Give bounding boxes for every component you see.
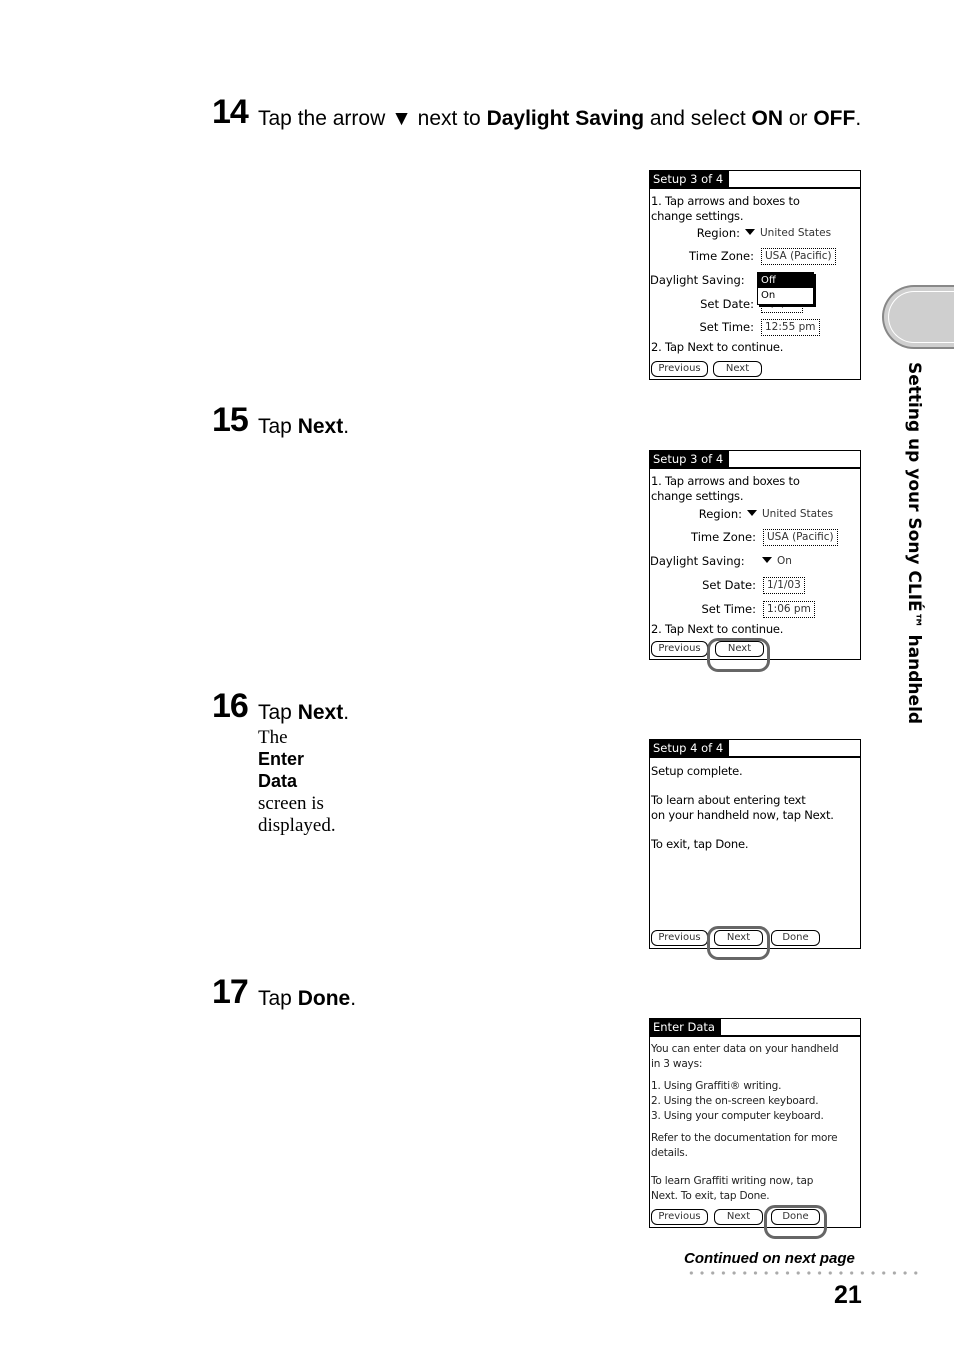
bold-text: Done [297,987,351,1010]
screen-title: Setup 3 of 4 [650,451,729,468]
done-button[interactable]: Done [771,1209,820,1225]
step-instruction [258,985,878,1012]
instruction-line: 2. Tap Next to continue. [651,622,784,636]
chapter-label [900,362,930,772]
set-time-box[interactable]: 12:55 pm [761,319,820,336]
screen-title: Setup 4 of 4 [650,740,729,757]
screenshot-setup-4-of-4 [649,739,861,949]
popup-option-on[interactable]: On [761,290,776,301]
text: Tap [258,415,298,438]
message-line: Next. To exit, tap Done. [651,1190,770,1202]
step-instruction [258,699,878,726]
instruction-line: 1. Tap arrows and boxes to [651,194,800,208]
daylight-saving-label: Daylight Saving: [650,273,745,287]
region-value: United States [760,227,832,239]
time-zone-label: Time Zone: [691,530,756,544]
screenshot-setup-3-of-4-popup [649,170,861,380]
set-time-label: Set Time: [699,320,754,334]
bold-text: Enter Data [258,749,305,791]
message-line: You can enter data on your handheld [651,1043,839,1055]
set-date-label: Set Date: [700,297,754,311]
done-button[interactable]: Done [771,930,820,946]
daylight-saving-picker[interactable] [762,555,792,567]
region-value: United States [762,508,834,520]
region-label: Region: [696,226,740,240]
popup-option-off[interactable]: Off [758,273,813,288]
next-button[interactable]: Next [715,641,764,657]
dropdown-arrow-icon [762,557,772,563]
message-line: Refer to the documentation for more [651,1132,838,1144]
message-line: Setup complete. [651,764,743,778]
instruction-line: 1. Tap arrows and boxes to [651,474,800,488]
bold-text: Next [297,701,344,724]
step-instruction [258,105,878,132]
text: screen is displayed. [258,793,336,836]
previous-button[interactable]: Previous [651,930,708,946]
previous-button[interactable]: Previous [651,361,708,377]
set-time-label: Set Time: [701,602,756,616]
dropdown-arrow-icon [747,510,757,516]
message-line: 1. Using Graffiti® writing. [651,1080,782,1092]
set-time-box[interactable]: 1:06 pm [763,601,815,618]
daylight-saving-popup [757,272,814,305]
text: Tap the arrow ▼ next to [258,107,487,130]
step-description [258,727,336,837]
screenshot-setup-3-of-4 [649,450,861,660]
previous-button[interactable]: Previous [651,1209,708,1225]
instruction-line: 2. Tap Next to continue. [651,340,784,354]
screen-title: Setup 3 of 4 [650,171,729,188]
message-line: To learn about entering text [651,793,806,807]
text: and select [644,107,752,130]
bold-text: Next [297,415,344,438]
bold-text: ON [751,107,783,130]
message-line: in 3 ways: [651,1058,703,1070]
region-label: Region: [698,507,742,521]
chapter-tab [882,285,954,349]
text: . [343,415,350,438]
message-line: 3. Using your computer keyboard. [651,1110,824,1122]
step-instruction [258,413,878,440]
text: . [350,987,357,1010]
next-button[interactable]: Next [713,361,762,377]
bold-text: Daylight Saving [486,107,645,130]
highlight-ring [707,926,770,960]
daylight-saving-label: Daylight Saving: [650,554,745,568]
step-number: 15 [212,401,248,439]
title-rule [650,1035,860,1037]
screen-title: Enter Data [650,1019,721,1036]
step-number: 17 [212,973,248,1011]
title-rule [650,756,860,758]
title-rule [650,187,860,189]
next-button[interactable]: Next [714,930,763,946]
daylight-saving-value: On [777,555,792,567]
text: or [783,107,814,130]
dotted-rule [686,1271,920,1275]
time-zone-box[interactable]: USA (Pacific) [761,248,836,265]
step-number: 16 [212,687,248,725]
next-button[interactable]: Next [714,1209,763,1225]
message-line: To learn Graffiti writing now, tap [651,1175,814,1187]
message-line: To exit, tap Done. [651,837,749,851]
highlight-ring [707,638,770,672]
time-zone-label: Time Zone: [689,249,754,263]
step-number: 14 [212,93,248,131]
message-line: on your handheld now, tap Next. [651,808,834,822]
page-number: 21 [834,1281,862,1309]
set-date-box[interactable]: 1/1/03 [763,577,805,594]
screenshot-enter-data [649,1018,861,1228]
text: The [258,727,288,748]
message-line: details. [651,1147,688,1159]
set-date-label: Set Date: [702,578,756,592]
text: . [343,701,350,724]
text: . [855,107,862,130]
continued-note: Continued on next page [684,1250,855,1267]
bold-text: OFF [813,107,856,130]
dropdown-arrow-icon [745,229,755,235]
text: Tap [258,987,298,1010]
region-picker[interactable] [745,227,831,239]
text: Tap [258,701,298,724]
instruction-line: change settings. [651,209,744,223]
time-zone-box[interactable]: USA (Pacific) [763,529,838,546]
message-line: 2. Using the on-screen keyboard. [651,1095,819,1107]
region-picker[interactable] [747,508,833,520]
highlight-ring [764,1205,827,1239]
title-rule [650,467,860,469]
previous-button[interactable]: Previous [651,641,708,657]
chapter-label-text: Setting up your Sony CLIÉ™ handheld [904,362,924,725]
instruction-line: change settings. [651,489,744,503]
